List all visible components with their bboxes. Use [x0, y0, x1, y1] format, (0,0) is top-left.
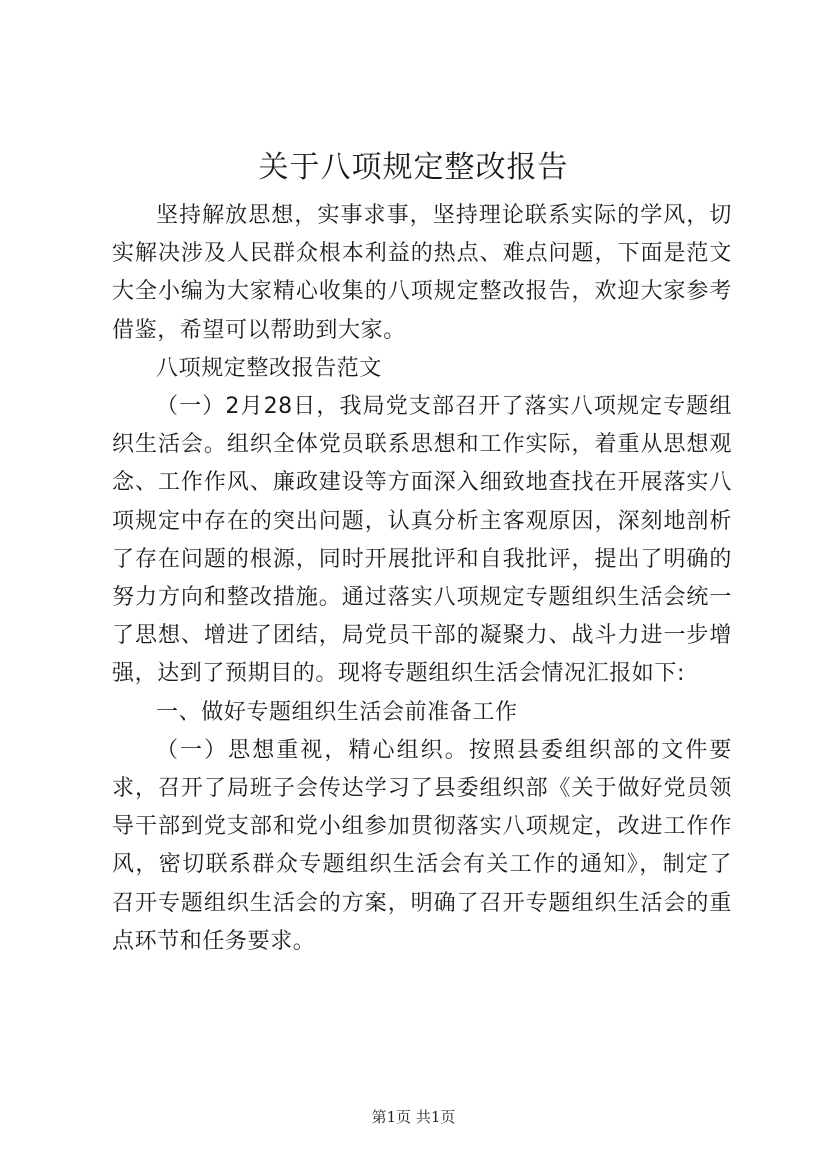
document-body: [112, 197, 732, 961]
meeting-paragraph: （一）2月28日，我局党支部召开了落实八项规定专题组织生活会。组织全体党员联系思想和工作实际，着重从思想观念、工作作风、廉政建设等方面深入细致地查找在开展落实八项规定中存在的突出问题，认真分析主客观原因，深刻地剖析了存在问题的根源，同时开展批评和自我批评，提出了明确的努力方向和整改措施。通过落实八项规定专题组织生活会统一了思想、增进了团结，局党员干部的凝聚力、战斗力进一步增强，达到了预期目的。现将专题组织生活会情况汇报如下:: [112, 394, 732, 687]
section-heading: 一、做好专题组织生活会前准备工作: [156, 699, 518, 725]
preparation-paragraph: （一）思想重视，精心组织。按照县委组织部的文件要求，召开了局班子会传达学习了县委组织部《关于做好党员领导干部到党支部和党小组参加贯彻落实八项规定，改进工作作风，密切联系群众专题组织生活会有关工作的通知》，制定了召开专题组织生活会的方案，明确了召开专题组织生活会的重点环节和任务要求。: [112, 737, 732, 954]
section-subtitle: 八项规定整改报告范文: [156, 355, 383, 381]
page-footer: 第1页 共1页: [371, 1108, 456, 1126]
document-title: 关于八项规定整改报告: [258, 150, 569, 185]
intro-paragraph: 坚持解放思想，实事求事，坚持理论联系实际的学风，切实解决涉及人民群众根本利益的热点、难点问题，下面是范文大全小编为大家精心收集的八项规定整改报告，欢迎大家参考借鉴，希望可以帮助到大家。: [112, 203, 732, 343]
